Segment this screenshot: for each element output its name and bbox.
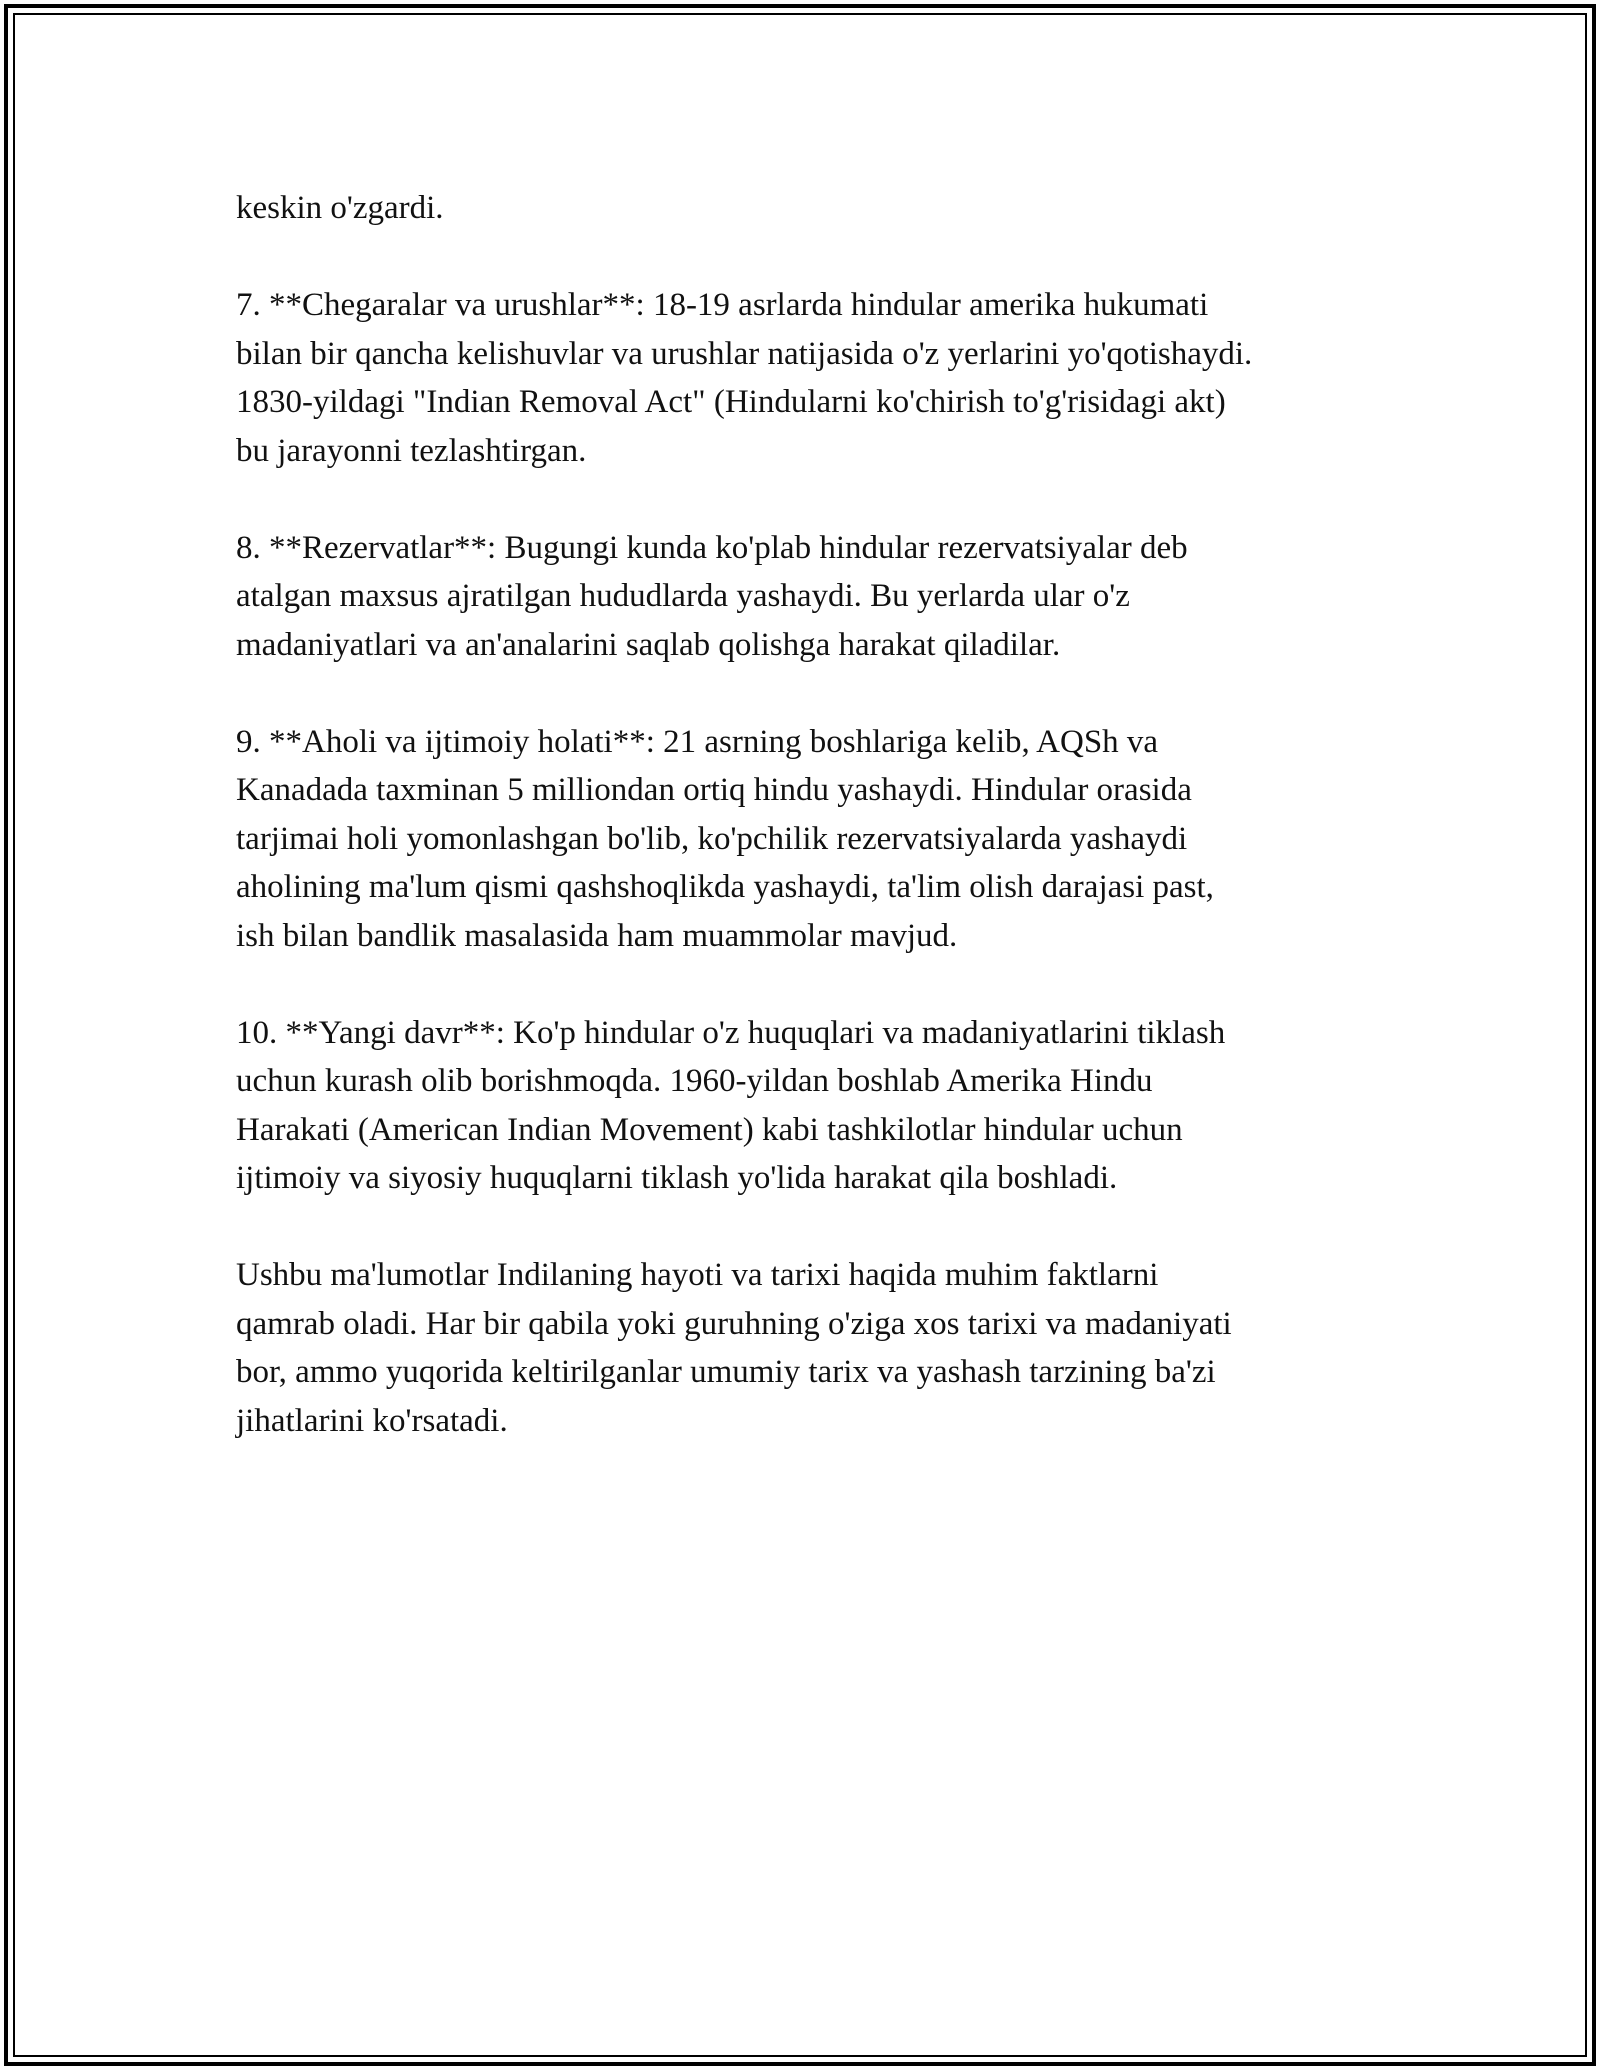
paragraph-item-7: 7. **Chegaralar va urushlar**: 18-19 asrlarda hindular amerika hukumati bilan bir qancha kelishuvlar va urushlar natijasida o'z yerlarini yo'qotishaydi. 1830-yildagi "Indian Removal Act" (Hindularni ko'chirish to'g'risidagi akt) bu jarayonni tezlashtirgan. <box>236 287 1253 469</box>
paragraph-item-8: 8. **Rezervatlar**: Bugungi kunda ko'plab hindular rezervatsiyalar deb atalgan maxsus ajratilgan hududlarda yashaydi. Bu yerlarda ular o'z madaniyatlari va an'analarini saqlab qolishga harakat qiladilar. <box>236 529 1188 663</box>
paragraph-item-9: 9. **Aholi va ijtimoiy holati**: 21 asrning boshlariga kelib, AQSh va Kanadada taxminan 5 milliondan ortiq hindu yashaydi. Hindular orasida tarjimai holi yomonlashgan bo'lib, ko'pchilik rezervatsiyalarda yashaydi aholining ma'lum qismi qashshoqlikda yashaydi, ta'lim olish darajasi past, ish bilan bandlik masalasida ham muammolar mavjud. <box>236 723 1214 954</box>
paragraph-conclusion: Ushbu ma'lumotlar Indilaning hayoti va tarixi haqida muhim faktlarni qamrab oladi. Har bir qabila yoki guruhning o'ziga xos tarixi va madaniyati bor, ammo yuqorida keltirilganlar umumiy tarix va yashash tarzining ba'zi jihatlarini ko'rsatadi. <box>236 1257 1232 1439</box>
paragraph-continuation: keskin o'zgardi. <box>236 190 444 226</box>
paragraph-item-10: 10. **Yangi davr**: Ko'p hindular o'z huquqlari va madaniyatlarini tiklash uchun kurash olib borishmoqda. 1960-yildan boshlab Amerika Hindu Harakati (American Indian Movement) kabi tashkilotlar hindular uchun ijtimoiy va siyosiy huquqlarni tiklash yo'lida harakat qila boshladi. <box>236 1014 1226 1196</box>
document-body <box>236 184 1386 1494</box>
